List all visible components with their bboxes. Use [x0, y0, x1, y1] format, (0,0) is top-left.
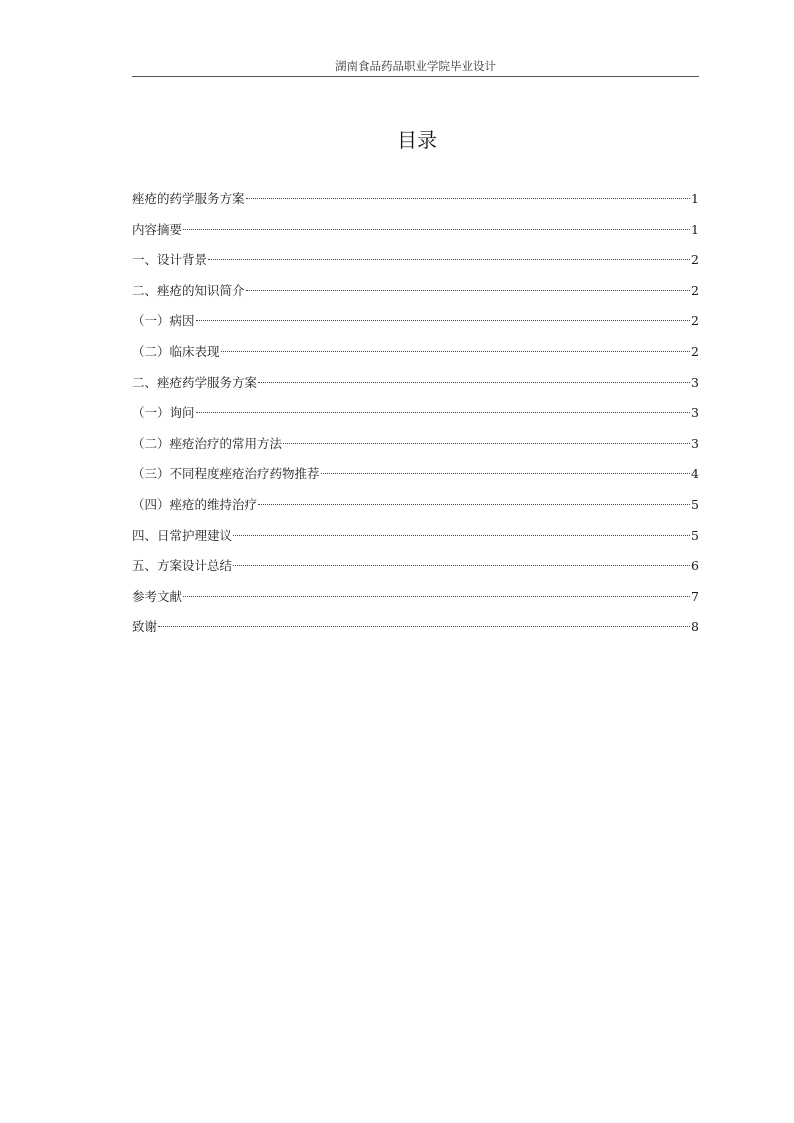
- toc-leader-dots: [233, 565, 690, 566]
- toc-page-number: 8: [691, 619, 699, 635]
- page-header: [132, 58, 699, 77]
- toc-entry-acknowledgements[interactable]: [132, 616, 699, 647]
- toc-leader-dots: [183, 229, 690, 230]
- toc-entry-text: 参考文献: [132, 588, 183, 604]
- toc-leader-dots: [208, 259, 690, 260]
- toc-entry-inquiry[interactable]: [132, 402, 699, 433]
- header-institution-text: 湖南食品药品职业学院毕业设计: [335, 59, 496, 73]
- toc-page-number: 4: [691, 466, 699, 482]
- table-of-contents: [132, 188, 699, 647]
- toc-leader-dots: [158, 626, 690, 627]
- toc-leader-dots: [233, 535, 690, 536]
- toc-entry-text: 痤疮的药学服务方案: [132, 191, 245, 206]
- toc-leader-dots: [183, 596, 690, 597]
- toc-leader-dots: [246, 198, 691, 199]
- toc-entry-text: 一、设计背景: [132, 252, 208, 268]
- toc-leader-dots: [258, 504, 690, 505]
- toc-leader-dots: [283, 443, 690, 444]
- toc-page-number: 1: [691, 221, 699, 237]
- toc-entry-cause[interactable]: [132, 310, 699, 341]
- toc-page-number: 3: [691, 374, 699, 390]
- toc-entry-clinical[interactable]: [132, 341, 699, 372]
- toc-entry-plan[interactable]: [132, 188, 699, 219]
- toc-page-number: 5: [691, 496, 699, 512]
- toc-page-number: 1: [691, 191, 699, 206]
- toc-entry-text: 内容摘要: [132, 221, 183, 237]
- toc-leader-dots: [321, 473, 691, 474]
- toc-title: 目录: [397, 128, 437, 152]
- toc-page-number: 2: [691, 282, 699, 298]
- toc-leader-dots: [246, 290, 691, 291]
- toc-entry-text: 四、日常护理建议: [132, 527, 233, 543]
- toc-entry-text: 二、痤疮的知识简介: [132, 282, 245, 298]
- toc-entry-text: （一）询问: [132, 405, 195, 421]
- toc-page-number: 5: [691, 527, 699, 543]
- toc-leader-dots: [196, 320, 691, 321]
- toc-entry-text: 五、方案设计总结: [132, 558, 233, 574]
- toc-entry-methods[interactable]: [132, 433, 699, 464]
- toc-page-number: 3: [691, 435, 699, 451]
- toc-page-number: 3: [691, 405, 699, 421]
- toc-entry-drug-recommendation[interactable]: [132, 463, 699, 494]
- toc-page-number: 6: [691, 558, 699, 574]
- toc-entry-text: 二、痤疮药学服务方案: [132, 374, 258, 390]
- toc-leader-dots: [258, 382, 690, 383]
- toc-leader-dots: [196, 412, 691, 413]
- toc-entry-knowledge[interactable]: [132, 280, 699, 311]
- toc-page-number: 2: [691, 313, 699, 329]
- toc-entry-service-plan[interactable]: [132, 372, 699, 403]
- toc-page-number: 7: [691, 588, 699, 604]
- toc-entry-text: （二）临床表现: [132, 343, 220, 359]
- toc-entry-text: （一）病因: [132, 313, 195, 329]
- toc-entry-text: （三）不同程度痤疮治疗药物推荐: [132, 466, 320, 482]
- toc-entry-references[interactable]: [132, 586, 699, 617]
- toc-entry-summary[interactable]: [132, 555, 699, 586]
- toc-entry-maintenance[interactable]: [132, 494, 699, 525]
- toc-leader-dots: [221, 351, 691, 352]
- toc-entry-daily-care[interactable]: [132, 525, 699, 556]
- toc-page-number: 2: [691, 343, 699, 359]
- toc-entry-background[interactable]: [132, 249, 699, 280]
- toc-entry-abstract[interactable]: [132, 219, 699, 250]
- toc-entry-text: 致谢: [132, 619, 158, 635]
- toc-entry-text: （四）痤疮的维持治疗: [132, 496, 258, 512]
- toc-page-number: 2: [691, 252, 699, 268]
- toc-entry-text: （二）痤疮治疗的常用方法: [132, 435, 283, 451]
